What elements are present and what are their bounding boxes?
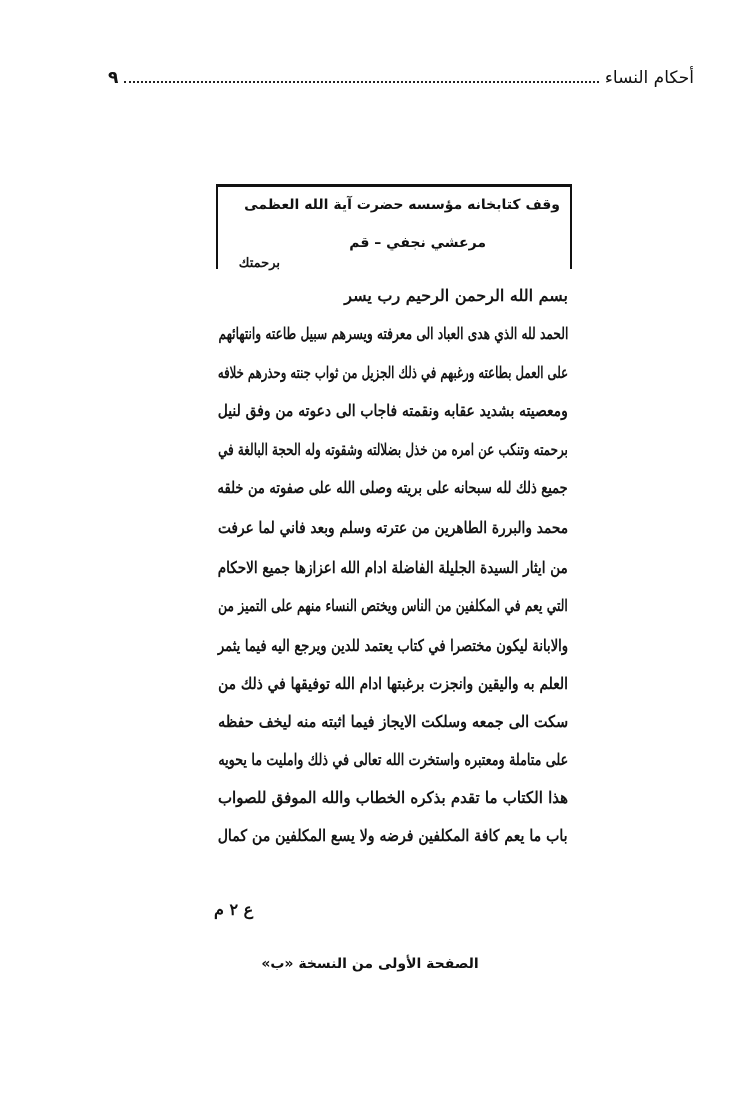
manuscript-line: والابانة ليكون مختصرا في كتاب يعتمد للدين ويرجع اليه فيما يثمر [217, 636, 568, 655]
manuscript-line: الحمد لله الذي هدى العباد الى معرفته ويسرهم سبيل طاعته وانتهائهم [218, 324, 568, 343]
manuscript-line: برحمتك [238, 256, 280, 271]
manuscript-line: هذا الكتاب ما تقدم بذكره الخطاب والله الموفق للصواب [217, 788, 568, 807]
manuscript-line: التي يعم في المكلفين من الناس ويختص النساء منهم على التميز من [218, 596, 568, 615]
manuscript-line: جميع ذلك لله سبحانه على بريته وصلى الله على صفوته من خلقه [217, 478, 568, 497]
running-title: أحكام النساء [604, 68, 694, 88]
page-header [108, 68, 694, 98]
manuscript-line: على العمل بطاعته ورغبهم في ذلك الجزيل من ثواب جنته وحذرهم خلافه [217, 363, 568, 382]
manuscript-line: بسم الله الرحمن الرحيم رب يسر [344, 286, 568, 305]
manuscript-line: من ايثار السيدة الجليلة الفاضلة ادام الله اعزازها جميع الاحكام [217, 558, 568, 577]
dotted-leader [124, 69, 599, 83]
figure-caption: الصفحة الأولى من النسخة «ب» [261, 956, 479, 972]
manuscript-line: باب ما يعم كافة المكلفين فرضه ولا يسع المكلفين من كمال [218, 826, 568, 845]
manuscript-line: سكت الى جمعه وسلكت الايجاز فيما اثبته منه ليخف حفظه [218, 712, 568, 731]
stamp-line-2: مرعشي نجفي – قم [349, 235, 486, 251]
stamp-line-1: وقف كتابخانه مؤسسه حضرت آية الله العظمى [244, 197, 560, 213]
manuscript-bottom-mark: ع ٢ م [214, 900, 254, 919]
manuscript-line: على متاملة ومعتبره واستخرت الله تعالى في ذلك وامليت ما يحويه [218, 750, 568, 769]
manuscript-text [196, 178, 580, 858]
manuscript-scan [196, 178, 580, 858]
manuscript-line: ومعصيته بشديد عقابه ونقمته فاجاب الى دعوته من وفق لنيل [217, 401, 568, 420]
manuscript-line: برحمته وتنكب عن امره من خذل بضلالته وشقوته وله الحجة البالغة في [218, 440, 568, 459]
manuscript-line: العلم به واليقين وانجزت برغبتها ادام الله توفيقها في ذلك من [218, 674, 568, 693]
manuscript-line: محمد والبررة الطاهرين من عترته وسلم وبعد فاني لما عرفت [217, 518, 568, 537]
page-number: ٩ [108, 68, 119, 88]
